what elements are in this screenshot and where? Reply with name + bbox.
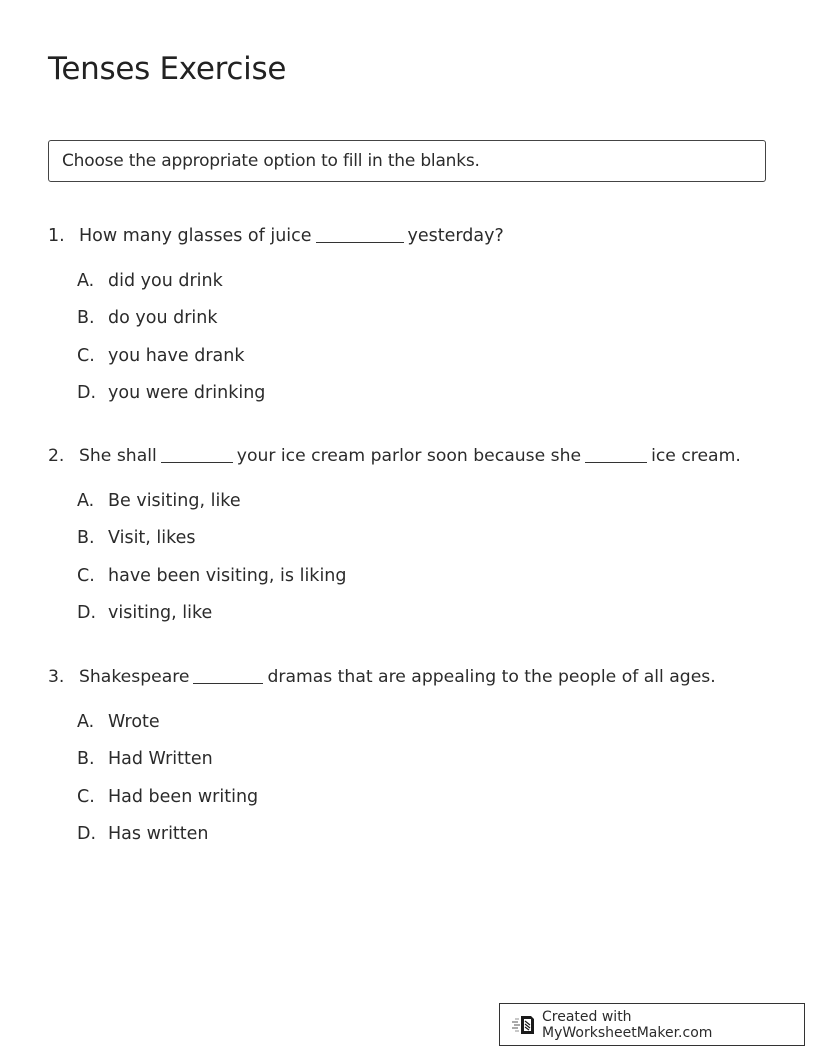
option-letter: B. bbox=[77, 308, 95, 329]
option-text: did you drink bbox=[108, 271, 223, 291]
option-text: Wrote bbox=[108, 712, 160, 732]
answer-blank bbox=[316, 224, 404, 243]
question-text-part: dramas that are appealing to the people of all ages. bbox=[267, 667, 716, 687]
option-text: do you drink bbox=[108, 308, 218, 329]
option-b[interactable] bbox=[77, 747, 778, 784]
question-1 bbox=[48, 224, 778, 419]
answer-blank bbox=[193, 665, 263, 684]
instructions-box bbox=[48, 140, 766, 182]
option-d[interactable] bbox=[77, 822, 778, 859]
question-text-part: How many glasses of juice bbox=[79, 226, 312, 246]
answer-blank bbox=[161, 444, 233, 463]
option-letter: A. bbox=[77, 712, 95, 732]
option-letter: D. bbox=[77, 383, 97, 404]
option-c[interactable] bbox=[77, 344, 778, 381]
created-with-badge[interactable] bbox=[499, 1003, 805, 1046]
option-d[interactable] bbox=[77, 601, 778, 638]
option-text: have been visiting, is liking bbox=[108, 565, 347, 586]
option-text: you have drank bbox=[108, 345, 245, 366]
question-number: 2. bbox=[48, 446, 65, 466]
option-letter: C. bbox=[77, 345, 95, 366]
question-number: 3. bbox=[48, 667, 65, 687]
option-letter: B. bbox=[77, 528, 95, 549]
option-text: you were drinking bbox=[108, 383, 266, 404]
options-list bbox=[48, 269, 778, 419]
question-text-part: ice cream. bbox=[651, 446, 741, 466]
worksheet-maker-logo-icon bbox=[512, 1014, 536, 1036]
question-number: 1. bbox=[48, 226, 65, 246]
option-text: Be visiting, like bbox=[108, 491, 241, 511]
options-list bbox=[48, 489, 778, 639]
option-c[interactable] bbox=[77, 785, 778, 822]
question-stem bbox=[48, 444, 778, 468]
option-text: Had been writing bbox=[108, 786, 259, 807]
question-text-part: your ice cream parlor soon because she bbox=[236, 446, 582, 466]
question-text-part: yesterday? bbox=[407, 226, 504, 246]
question-text-part: Shakespeare bbox=[79, 667, 190, 687]
created-with-text: Created with MyWorksheetMaker.com bbox=[542, 1008, 713, 1041]
option-b[interactable] bbox=[77, 526, 778, 563]
option-text: Visit, likes bbox=[108, 528, 196, 549]
page-title: Tenses Exercise bbox=[48, 51, 287, 87]
option-text: visiting, like bbox=[108, 603, 213, 624]
option-text: Had Written bbox=[108, 749, 213, 770]
option-a[interactable] bbox=[77, 489, 778, 526]
option-text: Has written bbox=[108, 824, 209, 845]
option-letter: C. bbox=[77, 786, 95, 807]
option-d[interactable] bbox=[77, 381, 778, 418]
option-letter: D. bbox=[77, 824, 97, 845]
option-a[interactable] bbox=[77, 269, 778, 306]
instructions-text: Choose the appropriate option to fill in the blanks. bbox=[62, 151, 480, 171]
option-letter: D. bbox=[77, 603, 97, 624]
answer-blank bbox=[585, 444, 647, 463]
question-2 bbox=[48, 444, 778, 639]
options-list bbox=[48, 710, 778, 860]
option-c[interactable] bbox=[77, 564, 778, 601]
option-letter: A. bbox=[77, 271, 95, 291]
question-3 bbox=[48, 665, 778, 860]
question-stem bbox=[48, 224, 778, 248]
option-a[interactable] bbox=[77, 710, 778, 747]
option-letter: C. bbox=[77, 565, 95, 586]
question-stem bbox=[48, 665, 778, 689]
option-letter: B. bbox=[77, 749, 95, 770]
option-b[interactable] bbox=[77, 306, 778, 343]
option-letter: A. bbox=[77, 491, 95, 511]
question-text-part: She shall bbox=[79, 446, 157, 466]
